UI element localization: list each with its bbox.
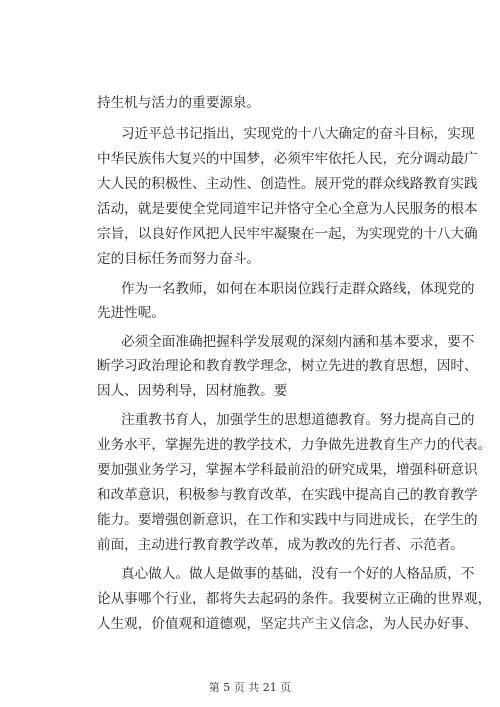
text-line: 持生机与活力的重要源泉。 xyxy=(97,95,261,111)
text-line: 必须全面准确把握科学发展观的深刻内涵和基本要求，要不 xyxy=(121,334,475,350)
text-line: 要加强业务学习，掌握本学科最前沿的研究成果，增强科研意识 xyxy=(97,462,478,478)
text-line: 注重教书育人，加强学生的思想道德教育。努力提高自己的 xyxy=(121,412,475,428)
text-line: 和改革意识，积极参与教育改革，在实践中提高自己的教育教学 xyxy=(97,487,478,503)
page-footer: 第 5 页 共 21 页 xyxy=(208,681,292,694)
text-line: 能力。要增强创新意识，在工作和实践中与同进成长，在学生的 xyxy=(97,512,478,528)
text-line: 断学习政治理论和教育教学理念，树立先进的教育思想，因时、 xyxy=(97,358,478,374)
text-line: 大人民的积极性、主动性、创造性。展开党的群众线路教育实践 xyxy=(97,176,478,192)
text-line: 活动，就是要使全党同道牢记并恪守全心全意为人民服务的根本 xyxy=(97,201,478,217)
text-line: 业务水平，掌握先进的教学技术，力争做先进教育生产力的代表。 xyxy=(97,437,492,453)
text-line: 论从事哪个行业，都将失去起码的条件。我要树立正确的世界观， xyxy=(97,591,492,607)
text-line: 真心做人。做人是做事的基础，没有一个好的人格品质，不 xyxy=(121,566,475,582)
text-line: 宗旨，以良好作风把人民牢牢凝聚在一起，为实现党的十八大确 xyxy=(97,226,478,242)
text-line: 人生观，价值观和道德观，坚定共产主义信念，为人民办好事、 xyxy=(97,616,478,632)
text-line: 定的目标任务而努力奋斗。 xyxy=(97,251,261,267)
text-line: 因人、因势利导，因材施教。要 xyxy=(97,383,288,399)
text-line: 先进性呢。 xyxy=(97,305,165,321)
text-line: 中华民族伟大复兴的中国梦，必须牢牢依托人民，充分调动最广 xyxy=(97,151,478,167)
text-line: 习近平总书记指出，实现党的十八大确定的奋斗目标，实现 xyxy=(121,126,475,142)
text-line: 作为一名教师，如何在本职岗位践行走群众路线，体现党的 xyxy=(121,281,475,297)
text-line: 前面，主动进行教育教学改革，成为教改的先行者、示范者。 xyxy=(97,537,465,553)
